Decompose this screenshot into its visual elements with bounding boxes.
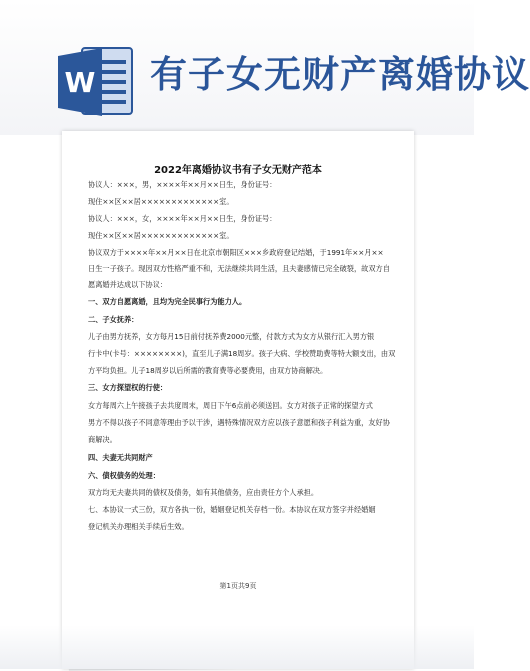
doc-section-heading: 二、子女抚养： (88, 315, 139, 324)
bottom-fade (0, 625, 474, 669)
doc-line: 商解决。 (88, 435, 117, 444)
doc-line: 协议人：×××，女，××××年××月××日生，身份证号： (88, 214, 277, 223)
doc-line: 现住××区××居×××××××××××××室。 (88, 231, 234, 240)
doc-section-heading: 三、女方探望权的行使： (88, 383, 168, 392)
doc-line: 愿离婚并达成以下协议： (88, 280, 168, 289)
doc-line: 现住××区××居×××××××××××××室。 (88, 197, 234, 206)
doc-section-heading: 一、双方自愿离婚，且均为完全民事行为能力人。 (88, 297, 247, 306)
doc-line: 双方均无夫妻共同的债权及债务，如有其他债务，应由责任方个人承担。 (88, 488, 319, 497)
doc-line: 七、本协议一式三份，双方各执一份，婚姻登记机关存档一份。本协议在双方签字并经婚姻 (88, 505, 376, 514)
doc-line: 登记机关办理相关手续后生效。 (88, 522, 189, 531)
doc-section-heading: 四、夫妻无共同财产 (88, 453, 153, 462)
banner-title: 有子女无财产离婚协议 (150, 53, 530, 96)
doc-line: 男方不得以孩子不同意等理由予以干涉，遇特殊情况双方应以孩子意愿和孩子利益为重，友好协 (88, 418, 390, 427)
doc-line: 协议双方于××××年××月××日在北京市朝阳区×××乡政府登记结婚，于1991年××月×× (88, 248, 384, 257)
page-number: 第1页共9页 (219, 582, 257, 590)
doc-line: 日生一子孩子。现因双方性格严重不和，无法继续共同生活，且夫妻感情已完全破裂，故双方自 (88, 264, 390, 273)
doc-line: 儿子由男方抚养，女方每月15日前付抚养费2000元整，付款方式为女方从银行汇入男方银 (88, 332, 375, 341)
doc-line: 方平均负担。儿子18周岁以后所需的教育费等必要费用，由双方协商解决。 (88, 366, 328, 375)
doc-section-heading: 六、债权债务的处理： (88, 471, 160, 480)
doc-line: 协议人：×××，男，××××年××月××日生，身份证号： (88, 180, 277, 189)
word-icon (56, 42, 136, 122)
doc-line: 行卡中(卡号：××××××××)，直至儿子满18周岁。孩子大病、学校赞助费等特大额支出，由双 (88, 349, 396, 358)
word-logo-letter: W (64, 66, 96, 99)
doc-line: 女方每周六上午接孩子去共度周末，周日下午6点前必须送回。女方对孩子正常的探望方式 (88, 401, 373, 410)
document-title: 2022年离婚协议书有子女无财产范本 (154, 165, 322, 176)
document-page (62, 131, 414, 669)
